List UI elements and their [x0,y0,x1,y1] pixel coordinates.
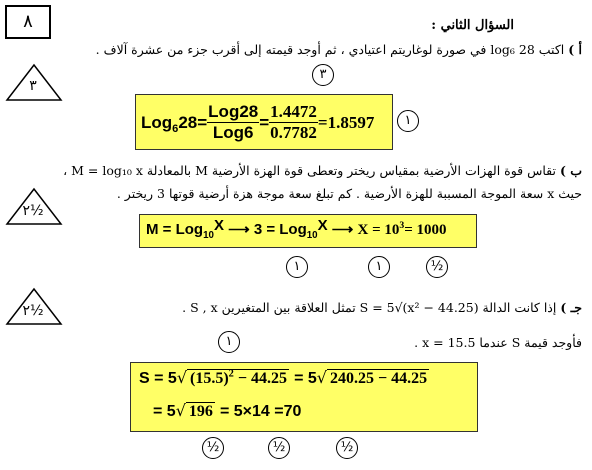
part-b-label: ب ) [559,163,582,178]
page-heading: السؤال الثاني : [431,18,514,33]
part-b-line-1: ب ) تقاس قوة الهزات الأرضية بمقياس ريختر وتعطى قوة الهزة الأرضية M بالمعادلة M = log₁₀ x ، [63,163,582,178]
part-c-line-2: فأوجد قيمة S عندما x = 15.5 . [414,335,582,350]
eq-a-result: =1.8597 [317,112,375,132]
score-circle-b3: ½ [426,256,448,278]
eq-a-log: Log [141,112,173,132]
score-circle-b2: ١ [368,256,390,278]
eq-b-m: M = Log [146,221,204,238]
eq-b-result: = 1000 [404,222,447,238]
eq-b-three: 3 = Log [253,221,307,238]
question-number: ٨ [23,11,33,32]
part-a-text [62,42,582,57]
question-number-box [5,5,51,39]
score-circle-b1: ١ [286,256,308,278]
equation-box-a: Log $_6$ 28 = $\frac{\text{Log28}}{\text{Log6}}$ = $\frac{1.4472}{0.7782}$ =1.8597 [135,94,393,150]
score-circle-c2: ½ [268,437,290,459]
triangle-mark-a: ٣ [29,78,37,94]
score-circle-c1: ½ [202,437,224,459]
equation-box-b: M = Log$_{10}$X ⟶ 3 = Log$_{10}$X ⟶ $X = 10^3= 1000$ [139,214,477,248]
eq-c-result: = 5×14 =70 [219,403,302,420]
part-c-label: جـ ) [560,300,582,315]
part-a-label: أ ) [568,42,582,57]
score-circle-a: ٣ [312,64,334,86]
eq-a-fraction-1: $\frac{\text{Log28}}{\text{Log6}}$ [208,102,259,142]
score-circle-a2: ١ [397,110,419,132]
equation-box-c: S = 5√ $(15.5)^2 - 44.25 = 5√$ 240.25 − 44.25 = 5√ 196 = 5×14 =70 [130,362,478,432]
eq-c-s: S = 5 [139,370,177,387]
score-circle-c3: ½ [336,437,358,459]
part-b-line-2: حيث x سعة الموجة المسببة للهزة الأرضية . كم تبلغ سعة موجة هزة أرضية قوتها 3 ريختر . [116,186,582,201]
score-circle-c: ١ [218,331,240,353]
eq-a-base: 6 [172,122,179,135]
eq-a-fraction-2: $\frac{1.4472}{0.7782}$ [270,102,317,142]
triangle-mark-c: ٢½ [22,303,44,319]
eq-a-arg: 28 [178,112,198,132]
arrow-right-icon: ⟶ [228,221,250,238]
triangle-mark-b: ٢½ [22,203,44,219]
part-a-question: اكتب 28 log₆ في صورة لوغاريتم اعتيادي ، ثم أوجد قيمته إلى أقرب جزء من عشرة آلاف . [95,42,565,57]
eq-b-x: X = 10 [357,222,400,238]
part-c-line-1: جـ ) إذا كانت الدالة S = 5√(x² − 44.25) تمثل العلاقة بين المتغيرين S , x . [182,300,582,315]
arrow-right-icon: ⟶ [331,221,354,238]
